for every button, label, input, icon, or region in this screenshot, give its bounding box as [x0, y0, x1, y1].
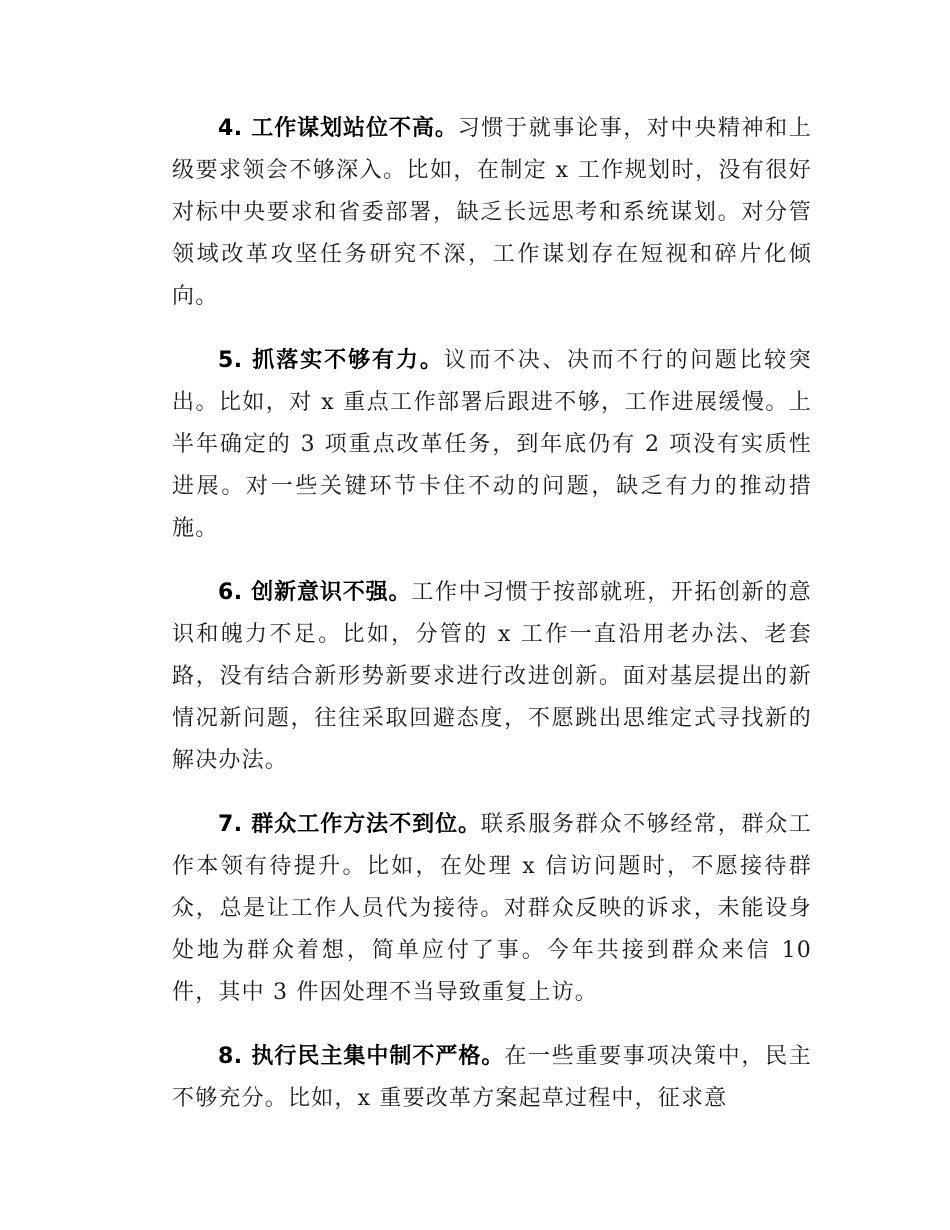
- paragraph-5-heading: 5. 抓落实不够有力。: [218, 348, 444, 373]
- paragraph-5: [172, 340, 812, 550]
- paragraph-7-heading: 7. 群众工作方法不到位。: [218, 812, 482, 837]
- paragraph-8-heading: 8. 执行民主集中制不严格。: [218, 1044, 505, 1069]
- paragraph-8-body: 在一些重要事项决策中，民主不够充分。比如，x 重要改革方案起草过程中，征求意: [172, 1044, 812, 1111]
- paragraph-7: [172, 804, 812, 1014]
- paragraph-5-body: 议而不决、决而不行的问题比较突出。比如，对 x 重点工作部署后跟进不够，工作进展缓慢。上半年确定的 3 项重点改革任务，到年底仍有 2 项没有实质性进展。对一些关键环节卡住不动的问题，缺乏有力的推动措施。: [172, 348, 812, 541]
- paragraph-4: [172, 108, 812, 318]
- paragraph-7-body: 联系服务群众不够经常，群众工作本领有待提升。比如，在处理 x 信访问题时，不愿接待群众，总是让工作人员代为接待。对群众反映的诉求，未能设身处地为群众着想，简单应付了事。今年共接到群众来信 10 件，其中 3 件因处理不当导致重复上访。: [172, 812, 812, 1005]
- paragraph-6-heading: 6. 创新意识不强。: [218, 580, 412, 605]
- paragraph-8: [172, 1036, 812, 1120]
- paragraph-4-heading: 4. 工作谋划站位不高。: [218, 116, 458, 141]
- document-body: [172, 108, 812, 1142]
- paragraph-6: [172, 572, 812, 782]
- paragraph-4-body: 习惯于就事论事，对中央精神和上级要求领会不够深入。比如，在制定 x 工作规划时，没有很好对标中央要求和省委部署，缺乏长远思考和系统谋划。对分管领域改革攻坚任务研究不深，工作谋划存在短视和碎片化倾向。: [172, 116, 812, 309]
- paragraph-6-body: 工作中习惯于按部就班，开拓创新的意识和魄力不足。比如，分管的 x 工作一直沿用老办法、老套路，没有结合新形势新要求进行改进创新。面对基层提出的新情况新问题，往往采取回避态度，不愿跳出思维定式寻找新的解决办法。: [172, 580, 813, 773]
